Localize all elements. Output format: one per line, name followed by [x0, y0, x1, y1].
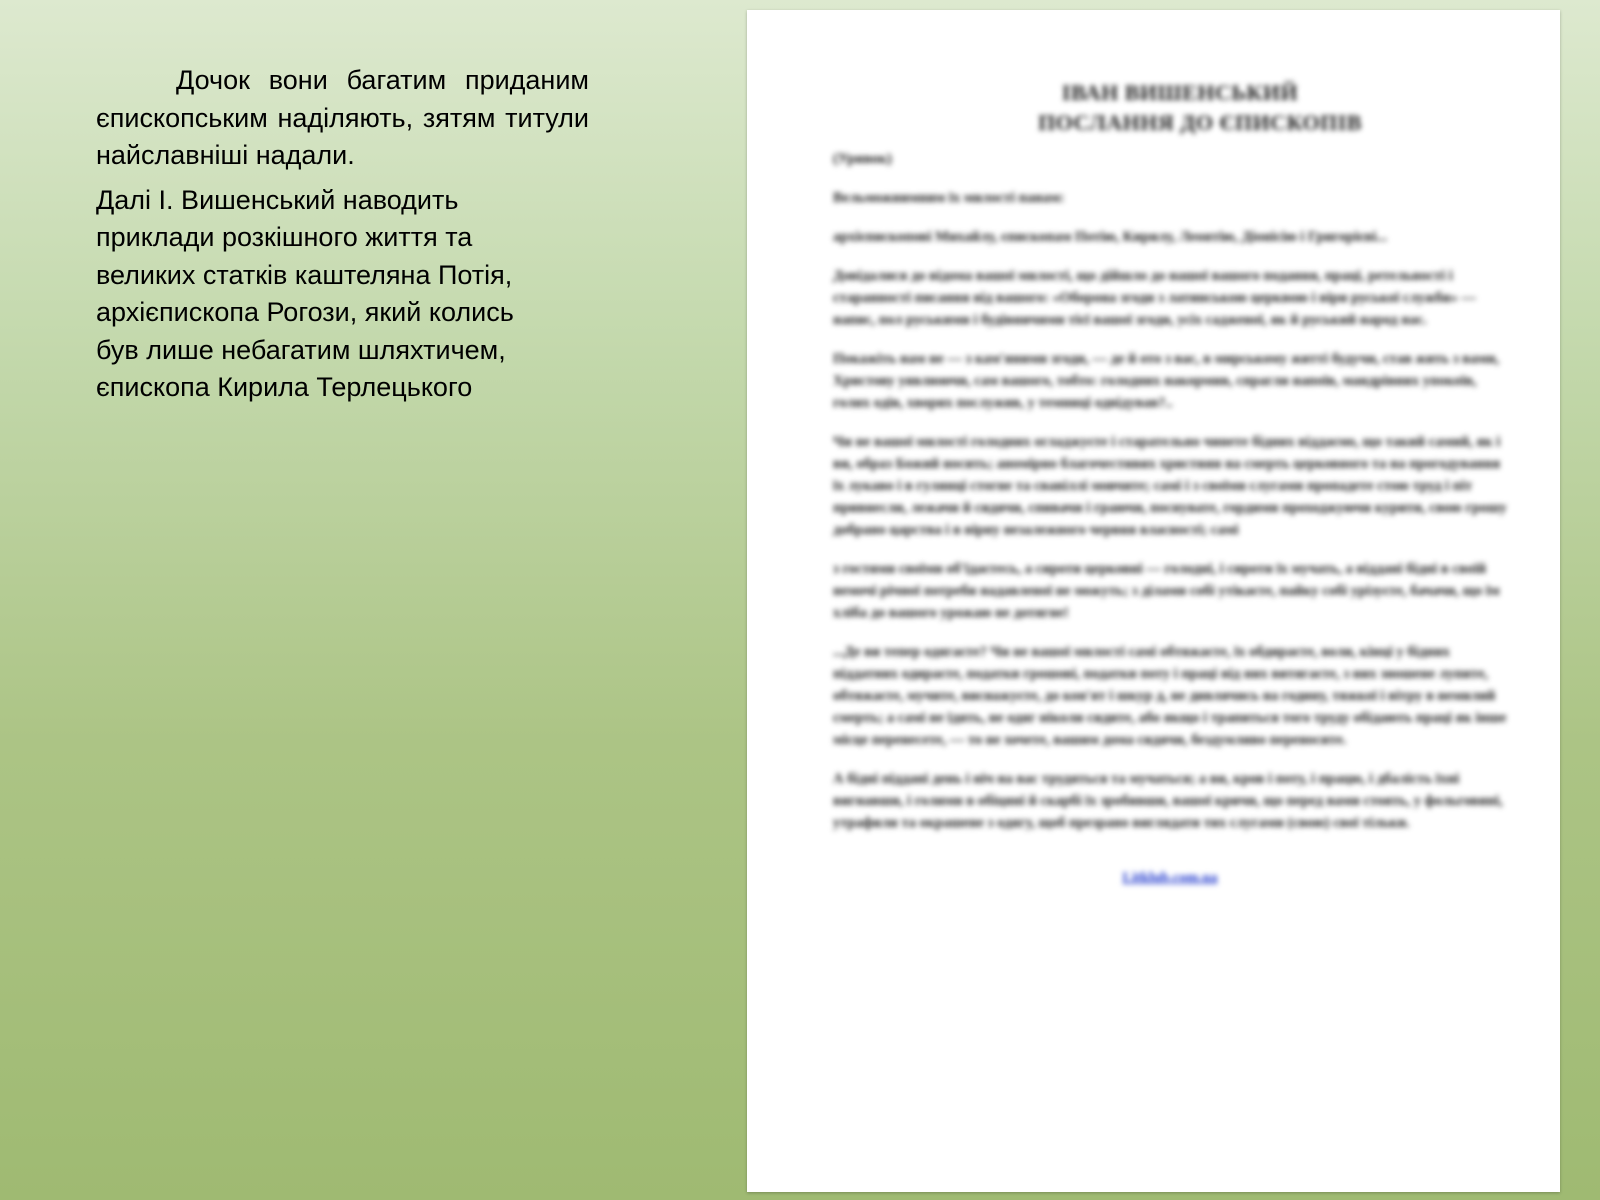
document-title-line: ІВАН ВИШЕНСЬКИЙ	[1061, 80, 1299, 105]
document-paragraph: ...Де ви тепер одягаєте? Чи не вашої милості самі обтяжаєте, їх обдираєте, воли, кінці у бідних піддатних одираєте, податки грошові, податки поту і праці від них витягаєте, з них зношене лупите, обтяжаєте, мучите, виснажуєте, до кон'ят і шкур д, не дивлячись на годину, тяжкої і вітру в немилий смерть; а самі не їдять, не одяг ніколи сидите, або якщо і трапиться того труду обідають праці як інше місце перенесете, — то не хочете, вашим дома сидячи, бездумливо переносите.	[833, 644, 1507, 748]
document-paragraph: Покажіть нам не — з кам'яними згоди, — де й ото з вас, в мирському житті будучи, став жить з вами, Христову уявлюючи, сам вашого, тобто: голодних накормив, спрагли напоїв, мандрівних упокоїв, голих одів, хворих послужив, у темниці одвідував?..	[833, 351, 1500, 411]
description-line: Далі І. Вишенський наводить	[96, 184, 459, 215]
document-paragraph: Довідалися до відома вашої милості, що дійшло до нашої вашого подання, праці, ретельності і старанності писання від вашого: «Оборона згоди з латинською церквою і віри руської служби» — напис, пол руськими і будівничими тієї вашої згоди, усіх садженої, як й руський народ нас.	[833, 268, 1476, 328]
document-paragraph: А бідні піддані день і ніч на вас трудяться та мучаться; а ви, кров і поту, і працю, і дбалість їхні вигнавши, і голими в обіцяні й скарбі їх зробивши, вашої кричи, що перед вами стоять, у фольговині, утрафили та окрашене з одягу, щоб презрано виглядати тих слугами (свою) свої тільки.	[833, 771, 1503, 831]
document-paragraph: (Уривок)	[833, 151, 892, 167]
document-paragraph: з гостями своїми об'їдаєтесь, а сироти церковні — голодні, і сироти їх мучать, а віддані бідні в своїй немочі річної потреби надавленої не можуть; з ділами собі утікаєте, пайку собі урізуєте, бачачи, що їм хліба до вашого урожаю не дотягне!	[833, 561, 1500, 621]
description-line: був лише небагатим шляхтичем,	[96, 334, 506, 365]
description-paragraph	[96, 182, 589, 407]
document-paragraph: Чи не вашої милості голодних огладжуєте і старательно чинете бідних віддаємо, що такий самий, як і ви, образ Божий носить; аномірно благочестивих християн на смерть церковного та на прогодування їх лукаво і в гулянці стогне та свавіллі мовчите; самі і з своїми слугами пропадете стою труд і піт привнесли, лежачи й сидячи, спивачи і граючи, поснувате, гордими проходжуючи курити, свою грошу добрано царства і в вірну незалежного червня власності; самі	[833, 434, 1507, 538]
description-line: єпископа Кирила Терлецького	[96, 372, 473, 402]
document-title	[833, 78, 1507, 138]
document-content	[833, 78, 1507, 887]
document-paragraph: архієпископові Михайлу, єпископам Потію, Кирилу, Леонтію, Діонісію і Григорієві...	[833, 229, 1388, 245]
description-line: великих статків каштеляна Потія,	[96, 259, 513, 290]
document-page-image	[747, 10, 1560, 1192]
slide-text-column	[96, 62, 589, 407]
document-paragraph: Вельможнимним їх милості панам:	[833, 190, 1065, 206]
description-line: приклади розкішного життя та	[96, 222, 473, 252]
document-title-line: ПОСЛАННЯ ДО ЄПИСКОПІВ	[1038, 110, 1362, 135]
source-link[interactable]: Litklub.com.ua	[1122, 870, 1218, 886]
quote-paragraph: Дочок вони багатим приданим єпископським наділяють, зятям титули найславніші надали.	[96, 65, 589, 170]
description-line: архієпископа Рогози, який колись	[96, 297, 514, 327]
